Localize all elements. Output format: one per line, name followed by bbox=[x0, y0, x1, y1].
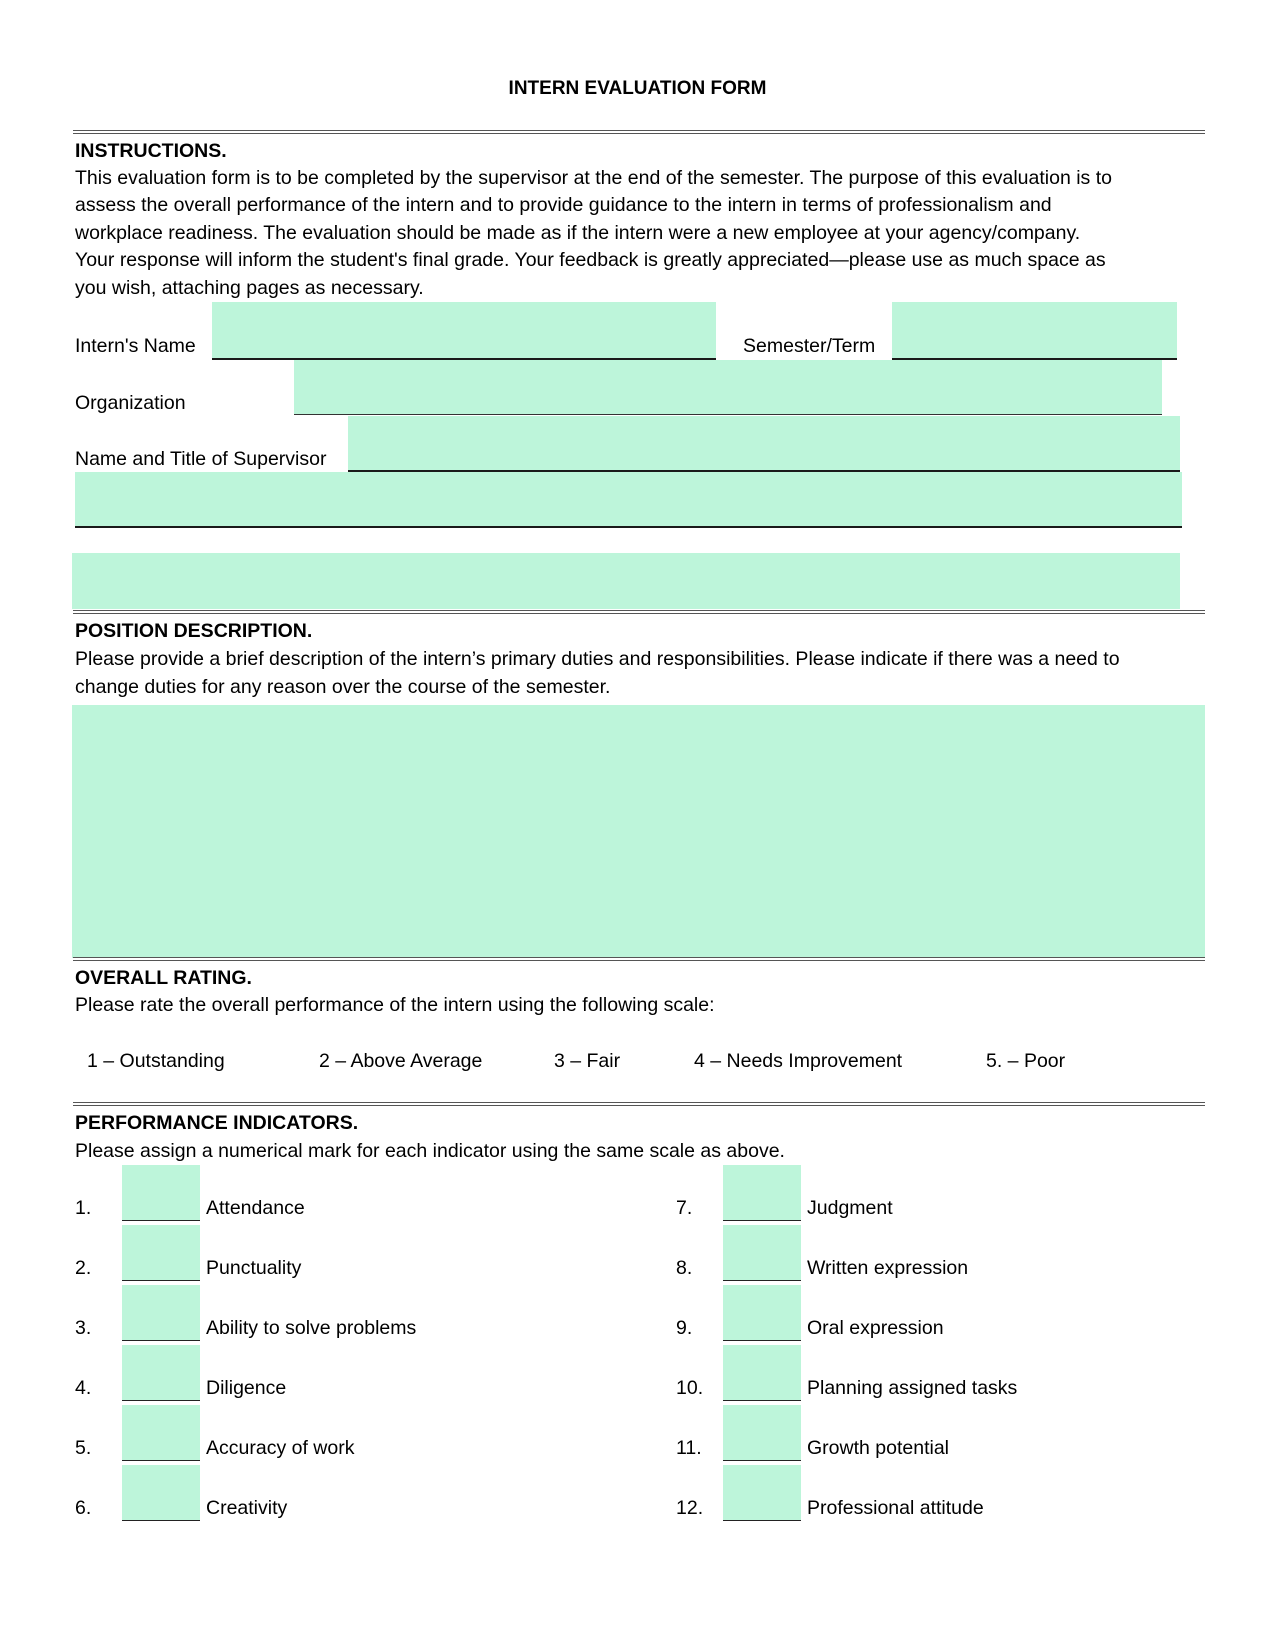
position-line: change duties for any reason over the course of the semester. bbox=[75, 676, 611, 698]
scale-item: 4 – Needs Improvement bbox=[694, 1050, 903, 1072]
scale-item: 2 – Above Average bbox=[319, 1050, 483, 1072]
indicator-number: 5. bbox=[75, 1437, 92, 1459]
instructions-line: Your response will inform the student's final grade. Your feedback is greatly appreciated—please use as much space as bbox=[75, 249, 1106, 271]
indicator-input-accuracy[interactable] bbox=[122, 1405, 200, 1461]
overall-text: Please rate the overall performance of the intern using the following scale: bbox=[75, 994, 715, 1016]
indicator-input-growth-potential[interactable] bbox=[723, 1405, 801, 1461]
performance-text: Please assign a numerical mark for each indicator using the same scale as above. bbox=[75, 1140, 785, 1162]
indicator-number: 1. bbox=[75, 1197, 92, 1219]
instructions-line: This evaluation form is to be completed by the supervisor at the end of the semester. The purpose of this evaluation is to bbox=[75, 167, 1112, 189]
indicator-number: 7. bbox=[676, 1197, 693, 1219]
indicator-input-diligence[interactable] bbox=[122, 1345, 200, 1401]
indicator-label: Creativity bbox=[206, 1497, 288, 1519]
indicator-number: 8. bbox=[676, 1257, 693, 1279]
overall-heading: OVERALL RATING. bbox=[75, 967, 252, 989]
indicator-number: 2. bbox=[75, 1257, 92, 1279]
indicator-label: Written expression bbox=[807, 1257, 969, 1279]
indicator-input-planning[interactable] bbox=[723, 1345, 801, 1401]
indicator-input-judgment[interactable] bbox=[723, 1165, 801, 1221]
scale-item: 3 – Fair bbox=[554, 1050, 621, 1072]
indicator-label: Punctuality bbox=[206, 1257, 302, 1279]
position-line: Please provide a brief description of the intern’s primary duties and responsibilities. Please indicate if there was a need to bbox=[75, 648, 1120, 670]
instructions-heading: INSTRUCTIONS. bbox=[75, 140, 227, 162]
position-description-textarea[interactable] bbox=[72, 705, 1205, 958]
section-divider bbox=[73, 130, 1205, 134]
instructions-line: workplace readiness. The evaluation should be made as if the intern were a new employee at your agency/company. bbox=[75, 222, 1081, 244]
indicator-number: 6. bbox=[75, 1497, 92, 1519]
indicator-number: 11. bbox=[676, 1437, 702, 1459]
indicator-label: Growth potential bbox=[807, 1437, 949, 1459]
performance-heading: PERFORMANCE INDICATORS. bbox=[75, 1112, 359, 1134]
indicator-label: Ability to solve problems bbox=[206, 1317, 417, 1339]
indicator-number: 10. bbox=[676, 1377, 704, 1399]
indicator-label: Attendance bbox=[206, 1197, 305, 1219]
page-title: INTERN EVALUATION FORM bbox=[508, 78, 767, 99]
indicator-label: Judgment bbox=[807, 1197, 893, 1219]
scale-item: 5. – Poor bbox=[986, 1050, 1066, 1072]
indicator-input-creativity[interactable] bbox=[122, 1465, 200, 1521]
indicator-label: Oral expression bbox=[807, 1317, 944, 1339]
indicator-input-written-expression[interactable] bbox=[723, 1225, 801, 1281]
indicator-label: Professional attitude bbox=[807, 1497, 984, 1519]
indicator-number: 12. bbox=[676, 1497, 704, 1519]
section-divider bbox=[73, 957, 1205, 961]
indicator-input-punctuality[interactable] bbox=[122, 1225, 200, 1281]
indicator-input-oral-expression[interactable] bbox=[723, 1285, 801, 1341]
indicator-input-attendance[interactable] bbox=[122, 1165, 200, 1221]
scale-item: 1 – Outstanding bbox=[87, 1050, 225, 1072]
semester-label: Semester/Term bbox=[743, 335, 876, 357]
indicator-input-problem-solving[interactable] bbox=[122, 1285, 200, 1341]
supervisor-label: Name and Title of Supervisor bbox=[75, 448, 327, 470]
indicator-number: 4. bbox=[75, 1377, 92, 1399]
indicator-label: Planning assigned tasks bbox=[807, 1377, 1018, 1399]
supervisor-field[interactable] bbox=[348, 416, 1180, 472]
additional-field[interactable] bbox=[72, 553, 1180, 609]
indicator-number: 9. bbox=[676, 1317, 693, 1339]
indicator-label: Accuracy of work bbox=[206, 1437, 355, 1459]
instructions-line: assess the overall performance of the intern and to provide guidance to the intern in terms of professionalism and bbox=[75, 194, 1052, 216]
indicator-input-professional-attitude[interactable] bbox=[723, 1465, 801, 1521]
organization-label: Organization bbox=[75, 392, 186, 414]
section-divider bbox=[73, 1102, 1205, 1106]
indicator-number: 3. bbox=[75, 1317, 92, 1339]
section-divider bbox=[73, 610, 1205, 614]
supervisor-extra-field[interactable] bbox=[75, 472, 1182, 528]
intern-name-field[interactable] bbox=[212, 302, 716, 360]
intern-name-label: Intern's Name bbox=[75, 335, 196, 357]
instructions-line: you wish, attaching pages as necessary. bbox=[75, 277, 424, 299]
position-heading: POSITION DESCRIPTION. bbox=[75, 620, 313, 642]
organization-field[interactable] bbox=[294, 360, 1162, 415]
semester-field[interactable] bbox=[892, 302, 1177, 360]
indicator-label: Diligence bbox=[206, 1377, 287, 1399]
